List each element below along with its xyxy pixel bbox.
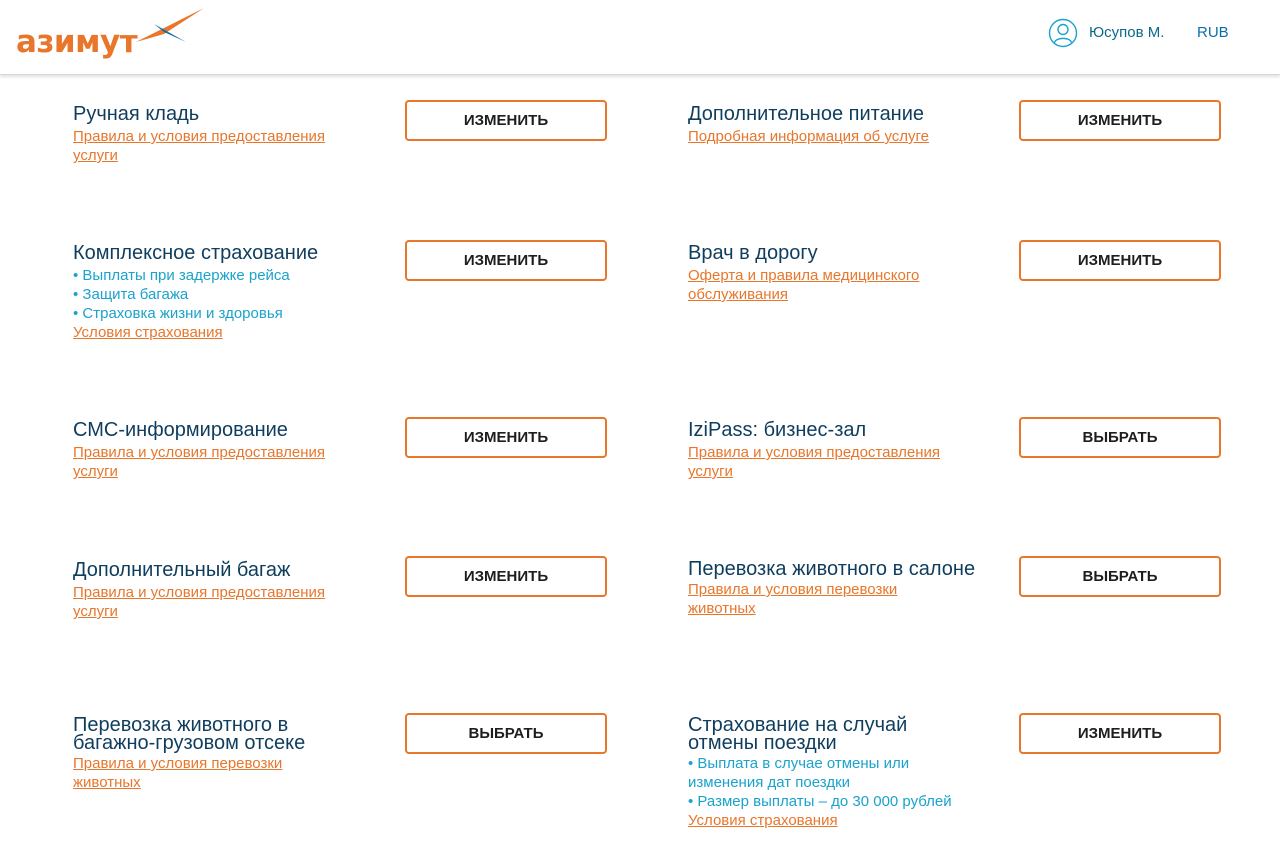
currency-selector[interactable]: RUB [1197,24,1229,41]
service-benefit-item: • Выплаты при задержке рейса [73,266,343,285]
service-title: Врач в дорогу [688,242,818,264]
service-title: Дополнительный багаж [73,559,291,581]
service-title: СМС-информирование [73,419,288,441]
select-button[interactable]: ВЫБРАТЬ [1019,556,1221,597]
service-item [73,419,373,481]
service-title: Перевозка животного в салоне [688,558,976,580]
service-benefits [73,266,343,323]
logo-text: азимут [16,24,138,60]
service-item [73,559,373,621]
service-title: Перевозка животного в багажно-грузовом отсеке [73,714,306,754]
logo-bird-icon [134,8,206,48]
service-info-link[interactable]: Правила и условия предоставления услуги [73,128,325,164]
service-info-link[interactable]: Правила и условия предоставления услуги [73,584,325,620]
service-item [73,242,373,342]
select-button[interactable]: ВЫБРАТЬ [1019,417,1221,458]
service-benefit-item: • Защита багажа [73,285,343,304]
change-button[interactable]: ИЗМЕНИТЬ [405,240,607,281]
header [0,0,1280,75]
service-info-link[interactable]: Условия страхования [688,812,838,829]
service-title: Комплексное страхование [73,242,319,264]
change-button[interactable]: ИЗМЕНИТЬ [405,417,607,458]
user-circle-icon [1048,18,1078,48]
service-item [73,716,373,792]
service-benefit-item: • Страховка жизни и здоровья [73,304,343,323]
user-name: Юсупов М. [1089,24,1165,41]
change-button[interactable]: ИЗМЕНИТЬ [405,100,607,141]
service-title: Страхование на случай отмены поездки [688,714,908,754]
change-button[interactable]: ИЗМЕНИТЬ [1019,100,1221,141]
service-title: Ручная кладь [73,103,200,125]
service-info-link[interactable]: Подробная информация об услуге [688,128,930,145]
service-item [688,419,988,481]
service-info-link[interactable]: Правила и условия предоставления услуги [688,444,940,480]
service-info-link[interactable]: Условия страхования [73,324,223,341]
service-item [73,103,373,165]
change-button[interactable]: ИЗМЕНИТЬ [1019,713,1221,754]
service-info-link[interactable]: Оферта и правила медицинского обслуживания [688,267,920,303]
service-item [688,560,988,618]
service-info-link[interactable]: Правила и условия перевозки животных [688,581,898,617]
service-benefit-item: • Размер выплаты – до 30 000 рублей [688,792,968,811]
select-button[interactable]: ВЫБРАТЬ [405,713,607,754]
service-info-link[interactable]: Правила и условия перевозки животных [73,755,283,791]
service-item [688,242,988,304]
user-menu[interactable] [1048,18,1164,48]
change-button[interactable]: ИЗМЕНИТЬ [405,556,607,597]
service-benefits [688,754,968,811]
change-button[interactable]: ИЗМЕНИТЬ [1019,240,1221,281]
service-title: Дополнительное питание [688,103,925,125]
service-item [688,103,988,146]
service-benefit-item: • Выплата в случае отмены или изменения дат поездки [688,754,968,792]
service-info-link[interactable]: Правила и условия предоставления услуги [73,444,325,480]
azimut-logo[interactable] [16,8,206,64]
service-title: IziPass: бизнес-зал [688,419,867,441]
service-item [688,716,988,830]
